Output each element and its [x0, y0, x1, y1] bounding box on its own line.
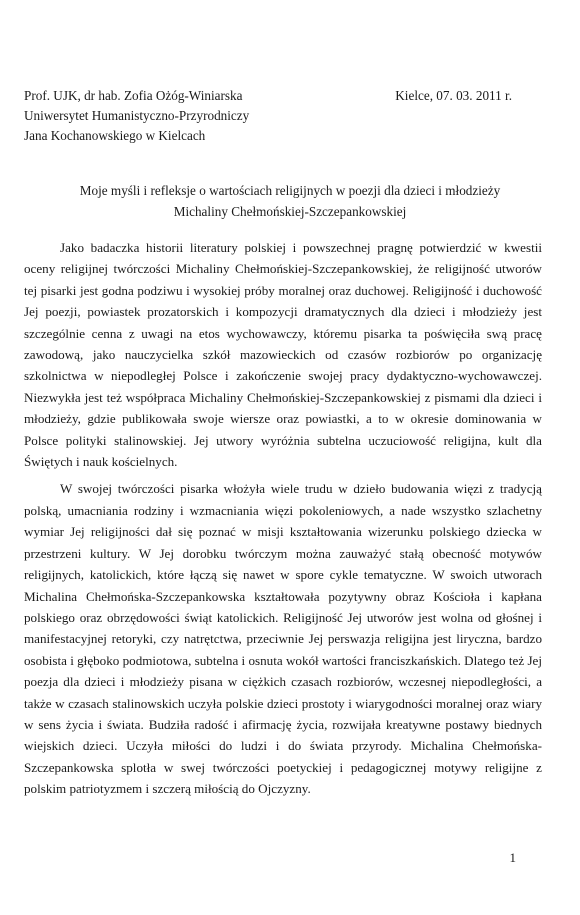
page-number: 1 [509, 850, 516, 865]
sender-city: Jana Kochanowskiego w Kielcach [24, 128, 206, 143]
paragraph-1: Jako badaczka historii literatury polskiej i powszechnej pragnę potwierdzić w kwestii oceny religijnej twórczości Michaliny Chełmońskiej-Szczepankowskiej, że religijność utworów tej pisarki jest godna podziwu i wysokiej próby moralnej oraz duchowej. Religijność i duchowość Jej poezji, powiastek prozatorskich i kompozycji dramatycznych dla dzieci i młodzieży jest szczególnie cenna z uwagi na etos wychowawczy, któremu pisarka ta poświęciła swą pracę zawodową, jako nauczycielka szkół mazowieckich od czasów rozbiorów po organizację szkolnictwa w niepodległej Polsce i zakończenie swojej pracy dydaktyczno-wychowawczej. Niezwykła jest też współpraca Michaliny Chełmońskiej-Szczepankowskiej z pismami dla dzieci i młodzieży, gdzie publikowała swoje wiersze oraz powiastki, a to w okresie dominowania w Polsce polityki stalinowskiej. Jej utwory wyróżnia subtelna uczuciowość religijna, kult dla Świętych i nauk kościelnych. [24, 240, 542, 470]
title-line-1: Moje myśli i refleksje o wartościach religijnych w poezji dla dzieci i młodzieży [79, 183, 501, 198]
paragraph-2: W swojej twórczości pisarka włożyła wiele trudu w dzieło budowania więzi z tradycją polską, umacniania rodziny i wzmacniania więzi pokoleniowych, a nade wszystko szlachetny wymiar Jej religijności dał się poznać w misji kształtowania wizerunku polskiego dziecka w przestrzeni kultury. W Jej dorobku twórczym można zauważyć stałą obecność motywów religijnych, katolickich, które łączą się nawet w spore cykle tematyczne. W swoich utworach Michalina Chełmońska-Szczepankowska kształtowała pozytywny obraz Kościoła i kapłana polskiego oraz obrzędowości świąt katolickich. Religijność Jej utworów jest wolna od głośnej i manifestacyjnej retoryki, czy natrętctwa, przeciwnie Jej perswazja religijna jest liryczna, bardzo osobista i głęboko podmiotowa, subtelna i osnuta wokół wartości franciszkańskich. Dlatego też Jej poezja dla dzieci i młodzieży pisana w ciężkich czasach rozbiorów, wczesnej niepodległości, a także w czasach stalinowskich uczyła polskie dzieci prostoty i wiarygodności moralnej oraz wiary w sens życia i świata. Budziła radość i afirmację życia, rozwijała kreatywne postawy biednych wiejskich dzieci. Uczyła miłości do ludzi i do świata przyrody. Michalina Chełmońska-Szczepankowska splotła w swej twórczości poetyckiej i pedagogicznej motywy religijne z polskim patriotyzmem i szczerą miłością do Ojczyzny. [24, 481, 542, 797]
sender-university: Uniwersytet Humanistyczno-Przyrodniczy [24, 108, 250, 123]
letter-header [24, 86, 556, 146]
document-title [0, 180, 580, 222]
place-date: Kielce, 07. 03. 2011 r. [395, 88, 512, 103]
title-line-2: Michaliny Chełmońskiej-Szczepankowskiej [173, 204, 407, 219]
sender-name: Prof. UJK, dr hab. Zofia Ożóg-Winiarska [24, 88, 243, 103]
document-body [24, 237, 542, 806]
